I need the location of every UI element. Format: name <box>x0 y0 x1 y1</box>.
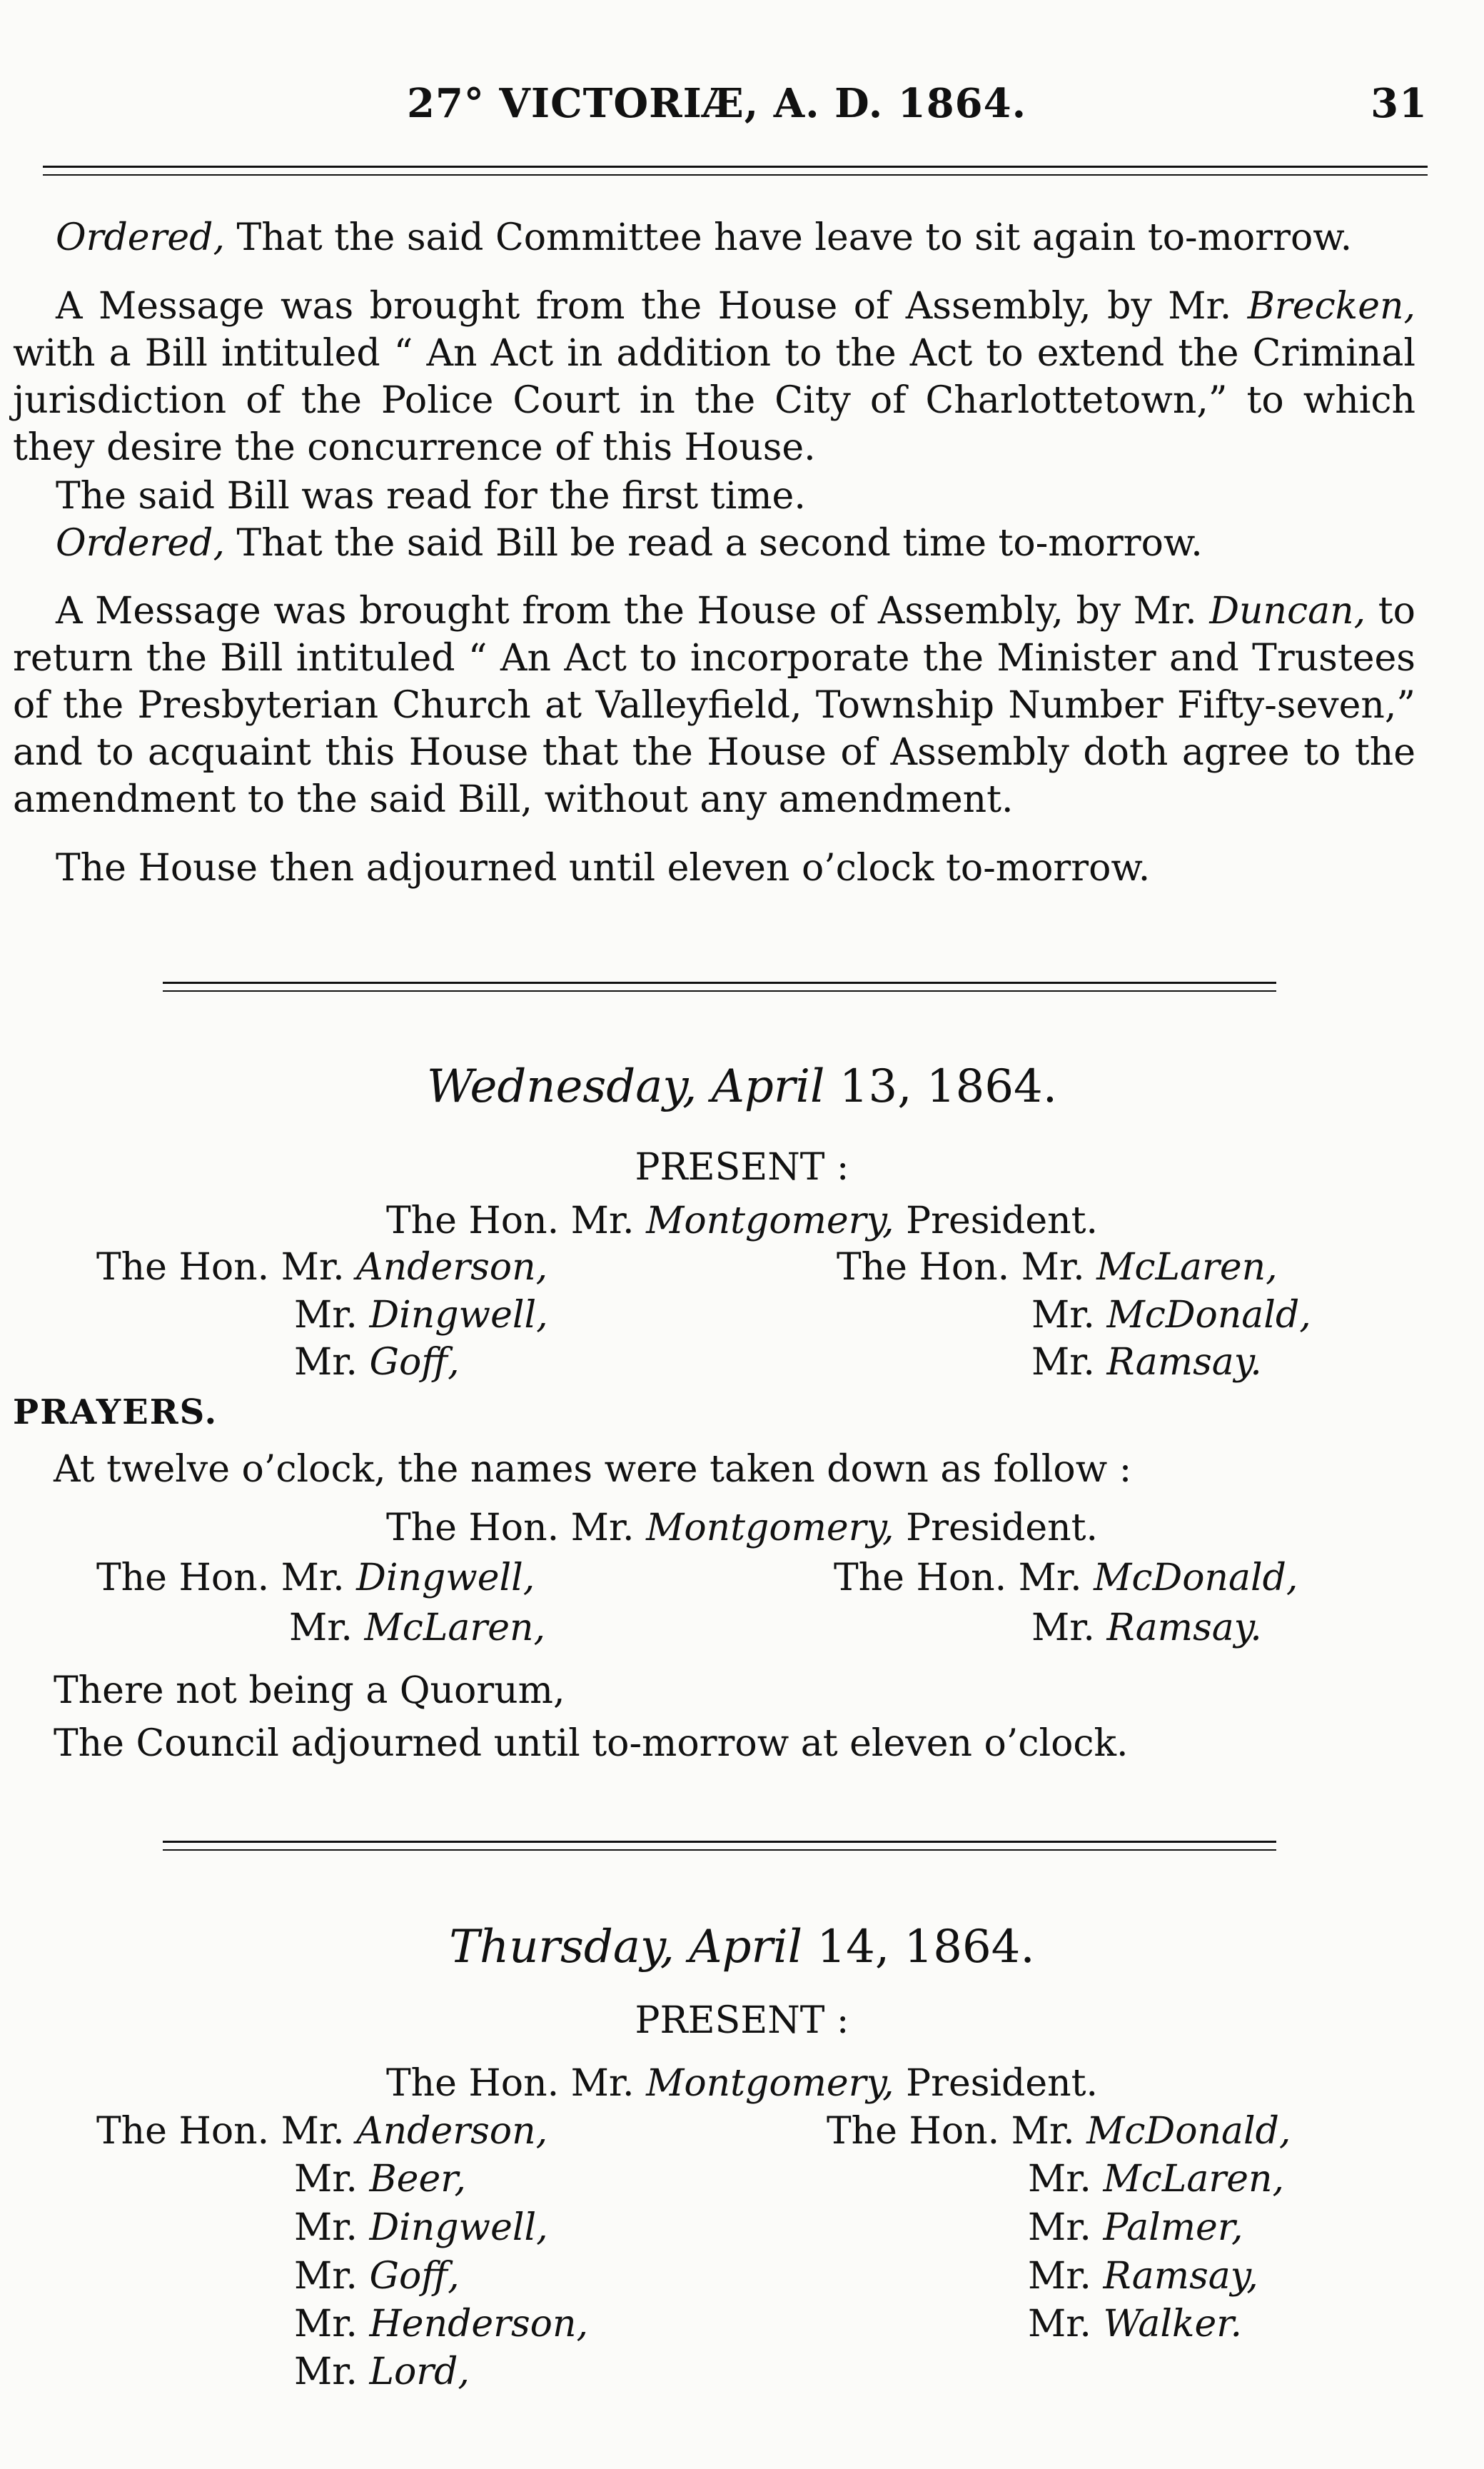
member-right-1: The Hon. Mr. McLaren, <box>837 1246 1278 1289</box>
date-heading-wednesday: Wednesday, April 13, 1864. <box>426 1060 1058 1113</box>
paragraph-ordered-committee: Ordered, That the said Committee have leave to sit again to-morrow. <box>56 216 1353 259</box>
member3-left-2: Mr. Beer, <box>294 2158 466 2201</box>
paragraph-message-brecken: A Message was brought from the House of Assembly, by Mr. Brecken, with a Bill intituled “ An Act in addition to the Act to extend the Criminal jurisdiction of the Police Court in the City of Charlottetown,” to which they desire the concurrence of this House. <box>13 285 1415 469</box>
date-heading-thursday: Thursday, April 14, 1864. <box>449 1921 1035 1973</box>
member3-left-4: Mr. Goff, <box>294 2255 460 2298</box>
member3-right-4: Mr. Ramsay, <box>1028 2255 1258 2298</box>
member3-right-5: Mr. Walker. <box>1028 2303 1242 2345</box>
member2-right-1: The Hon. Mr. McDonald, <box>834 1557 1298 1599</box>
member-right-3: Mr. Ramsay. <box>1031 1341 1262 1384</box>
paragraph-ordered-second-reading: Ordered, That the said Bill be read a second time to-morrow. <box>56 522 1203 565</box>
member3-left-5: Mr. Henderson, <box>294 2303 588 2345</box>
member3-left-3: Mr. Dingwell, <box>294 2206 548 2249</box>
member3-right-2: Mr. McLaren, <box>1028 2158 1285 2201</box>
paragraph-twelve-oclock: At twelve o’clock, the names were taken down as follow : <box>54 1448 1132 1491</box>
page-number: 31 <box>1371 80 1428 127</box>
paragraph-message-duncan: A Message was brought from the House of Assembly, by Mr. Duncan, to return the Bill intituled “ An Act to incorporate the Minister and Trustees of the Presbyterian Church at Valleyfield, Township Number Fifty-seven,” and to acquaint this House that the House of Assembly doth agree to the amendment to the said Bill, without any amendment. <box>13 590 1415 821</box>
section-divider-3 <box>163 1841 1276 1843</box>
member2-right-2: Mr. Ramsay. <box>1031 1606 1262 1649</box>
present-heading: PRESENT : <box>635 1146 849 1189</box>
member-left-3: Mr. Goff, <box>294 1341 460 1384</box>
section-divider-4 <box>163 1849 1276 1851</box>
president-line-2: The Hon. Mr. Montgomery, President. <box>385 1507 1099 1549</box>
paragraph-no-quorum: There not being a Quorum, <box>54 1669 565 1712</box>
paragraph-council-adjourned: The Council adjourned until to-morrow at eleven o’clock. <box>54 1722 1129 1765</box>
member3-right-3: Mr. Palmer, <box>1028 2206 1243 2249</box>
president-line: The Hon. Mr. Montgomery, President. <box>385 1200 1099 1242</box>
member2-left-2: Mr. McLaren, <box>289 1606 546 1649</box>
paragraph-first-reading: The said Bill was read for the first time. <box>56 475 806 518</box>
running-title: 27° VICTORIÆ, A. D. 1864. <box>407 80 1027 127</box>
present-heading-2: PRESENT : <box>635 1999 849 2042</box>
prayers-heading: PRAYERS. <box>13 1392 218 1432</box>
section-divider <box>163 982 1276 984</box>
paragraph-house-adjourned: The House then adjourned until eleven o’clock to-morrow. <box>56 847 1151 890</box>
member3-left-6: Mr. Lord, <box>294 2350 470 2393</box>
member2-left-1: The Hon. Mr. Dingwell, <box>96 1557 535 1599</box>
header-rule <box>43 166 1428 168</box>
header-rule-2 <box>43 174 1428 176</box>
member3-right-1: The Hon. Mr. McDonald, <box>827 2110 1291 2153</box>
member-left-2: Mr. Dingwell, <box>294 1294 548 1337</box>
member3-left-1: The Hon. Mr. Anderson, <box>96 2110 548 2153</box>
member-right-2: Mr. McDonald, <box>1031 1294 1311 1337</box>
president-line-3: The Hon. Mr. Montgomery, President. <box>385 2062 1099 2105</box>
section-divider-2 <box>163 990 1276 992</box>
member-left-1: The Hon. Mr. Anderson, <box>96 1246 548 1289</box>
